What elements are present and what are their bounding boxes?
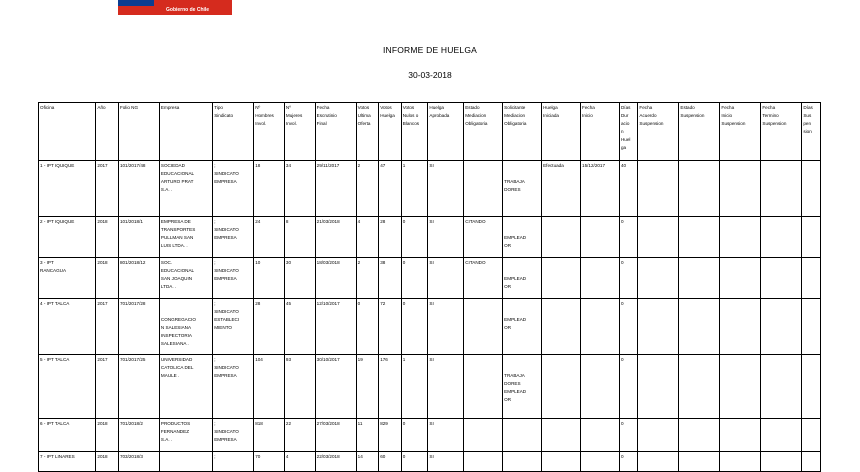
table-body xyxy=(39,161,821,472)
cell-solicitante-mediacion: TRABAJA DORES xyxy=(503,161,542,217)
cell-tipo-sindicato: ; SINDICATO EMPRESA xyxy=(213,355,254,419)
cell-solicitante-mediacion: TRABAJA DORES EMPLEAD OR xyxy=(503,355,542,419)
table-row xyxy=(39,452,821,472)
column-header-fecha-termino-suspension: Fecha Termino Suspension xyxy=(761,103,802,161)
cell-fecha-escrutinio-final: 22/03/2018 xyxy=(315,452,356,472)
column-header-hombres-involucrados: Nº Hombres Invol. xyxy=(254,103,285,161)
cell-votos-huelga: 60 xyxy=(379,452,402,472)
cell-solicitante-mediacion: EMPLEAD OR xyxy=(503,299,542,355)
cell-estado-suspension xyxy=(679,452,720,472)
cell-fecha-inicio-suspension xyxy=(720,161,761,217)
cell-fecha-inicio xyxy=(581,452,620,472)
cell-anio: 2017 xyxy=(96,299,119,355)
cell-tipo-sindicato: ; SINDICATO EMPRESA xyxy=(213,419,254,452)
cell-anio: 2017 xyxy=(96,161,119,217)
cell-fecha-acuerdo-suspension xyxy=(638,299,679,355)
cell-folio-ng: 101/2017/48 xyxy=(118,161,159,217)
cell-mujeres-involucradas: 30 xyxy=(284,258,315,299)
cell-votos-nulos-blancos: 0 xyxy=(401,299,428,355)
cell-estado-suspension xyxy=(679,419,720,452)
cell-huelga-iniciada xyxy=(542,258,581,299)
cell-solicitante-mediacion xyxy=(503,452,542,472)
cell-oficina: 3 - IPT RANCAGUA xyxy=(39,258,96,299)
cell-mujeres-involucradas: 34 xyxy=(284,161,315,217)
cell-estado-suspension xyxy=(679,161,720,217)
cell-folio-ng: 701/2018/2 xyxy=(118,419,159,452)
column-header-fecha-acuerdo-suspension: Fecha Acuerdo Suspension xyxy=(638,103,679,161)
column-header-empresa: Empresa xyxy=(159,103,212,161)
cell-fecha-inicio-suspension xyxy=(720,217,761,258)
cell-oficina: 1 - IPT IQUIQUE xyxy=(39,161,96,217)
cell-tipo-sindicato: ; SINDICATO ESTABLECI MIENTO xyxy=(213,299,254,355)
cell-votos-ultima-oferta: 2 xyxy=(356,161,379,217)
cell-tipo-sindicato: ; xyxy=(213,452,254,472)
report-title: INFORME DE HUELGA xyxy=(382,45,478,55)
table-row xyxy=(39,419,821,452)
cell-votos-nulos-blancos: 1 xyxy=(401,355,428,419)
cell-estado-suspension xyxy=(679,299,720,355)
cell-dias-duracion-huelga: 0 xyxy=(619,419,637,452)
cell-oficina: 2 - IPT IQUIQUE xyxy=(39,217,96,258)
column-header-solicitante-mediacion: Solicitante Mediacion Obligatoria xyxy=(503,103,542,161)
cell-fecha-termino-suspension xyxy=(761,299,802,355)
cell-fecha-inicio-suspension xyxy=(720,452,761,472)
cell-hombres-involucrados: 10 xyxy=(254,258,285,299)
cell-mujeres-involucradas: 45 xyxy=(284,299,315,355)
cell-fecha-termino-suspension xyxy=(761,355,802,419)
strike-report-table xyxy=(38,102,821,472)
cell-votos-huelga: 47 xyxy=(379,161,402,217)
cell-fecha-acuerdo-suspension xyxy=(638,161,679,217)
cell-votos-ultima-oferta: 14 xyxy=(356,452,379,472)
column-header-dias-duracion-huelga: Días Dur acio n Huel ga xyxy=(619,103,637,161)
column-header-votos-huelga: Votos Huelga xyxy=(379,103,402,161)
cell-votos-huelga: 72 xyxy=(379,299,402,355)
cell-huelga-iniciada xyxy=(542,299,581,355)
cell-dias-suspension xyxy=(802,355,821,419)
cell-empresa: SOCIEDAD EDUCACIONAL ARTURO PRAT S.A. . xyxy=(159,161,212,217)
cell-oficina: 7 - IPT LINARES xyxy=(39,452,96,472)
cell-votos-nulos-blancos: 0 xyxy=(401,217,428,258)
cell-dias-duracion-huelga: 0 xyxy=(619,217,637,258)
cell-fecha-inicio-suspension xyxy=(720,419,761,452)
cell-votos-huelga: 829 xyxy=(379,419,402,452)
column-header-fecha-escrutinio-final: Fecha Escrutinio Final xyxy=(315,103,356,161)
column-header-fecha-inicio: Fecha Inicio xyxy=(581,103,620,161)
cell-solicitante-mediacion: EMPLEAD OR xyxy=(503,258,542,299)
cell-estado-suspension xyxy=(679,355,720,419)
cell-fecha-termino-suspension xyxy=(761,452,802,472)
table-row xyxy=(39,161,821,217)
cell-huelga-aprobada: SI xyxy=(428,258,464,299)
cell-mujeres-involucradas: 22 xyxy=(284,419,315,452)
cell-fecha-termino-suspension xyxy=(761,161,802,217)
cell-fecha-escrutinio-final: 21/03/2018 xyxy=(315,217,356,258)
cell-votos-nulos-blancos: 0 xyxy=(401,258,428,299)
cell-empresa: CONGREGACIO N SALESIANA INSPECTORIA SALESIANA . xyxy=(159,299,212,355)
cell-votos-huelga: 28 xyxy=(379,217,402,258)
table-row xyxy=(39,217,821,258)
cell-hombres-involucrados: 818 xyxy=(254,419,285,452)
cell-mujeres-involucradas: 8 xyxy=(284,217,315,258)
cell-votos-ultima-oferta: 0 xyxy=(356,299,379,355)
cell-anio: 2018 xyxy=(96,258,119,299)
cell-fecha-inicio-suspension xyxy=(720,258,761,299)
cell-fecha-acuerdo-suspension xyxy=(638,355,679,419)
cell-dias-duracion-huelga: 0 xyxy=(619,355,637,419)
cell-oficina: 5 - IPT TALCA xyxy=(39,355,96,419)
cell-dias-duracion-huelga: 40 xyxy=(619,161,637,217)
cell-solicitante-mediacion: EMPLEAD OR xyxy=(503,217,542,258)
cell-fecha-escrutinio-final: 30/10/2017 xyxy=(315,355,356,419)
cell-votos-ultima-oferta: 11 xyxy=(356,419,379,452)
cell-anio: 2017 xyxy=(96,355,119,419)
cell-folio-ng: 701/2017/28 xyxy=(118,299,159,355)
column-header-votos-ultima-oferta: Votos Ultima Oferta xyxy=(356,103,379,161)
cell-votos-nulos-blancos: 0 xyxy=(401,419,428,452)
cell-fecha-inicio xyxy=(581,299,620,355)
cell-estado-mediacion xyxy=(464,419,503,452)
cell-fecha-termino-suspension xyxy=(761,217,802,258)
table-header-row xyxy=(39,103,821,161)
column-header-tipo-sindicato: Tipo Sindicato xyxy=(213,103,254,161)
cell-empresa: UNIVERSIDAD CATOLICA DEL MAULE . xyxy=(159,355,212,419)
cell-votos-huelga: 38 xyxy=(379,258,402,299)
cell-dias-duracion-huelga: 0 xyxy=(619,299,637,355)
cell-votos-nulos-blancos: 1 xyxy=(401,161,428,217)
gobierno-de-chile-logo xyxy=(118,0,232,15)
cell-fecha-termino-suspension xyxy=(761,419,802,452)
cell-anio: 2018 xyxy=(96,217,119,258)
column-header-estado-suspension: Estado Suspension xyxy=(679,103,720,161)
cell-fecha-inicio-suspension xyxy=(720,355,761,419)
cell-fecha-termino-suspension xyxy=(761,258,802,299)
cell-fecha-inicio xyxy=(581,355,620,419)
cell-huelga-aprobada: SI xyxy=(428,419,464,452)
cell-huelga-iniciada xyxy=(542,217,581,258)
cell-votos-ultima-oferta: 2 xyxy=(356,258,379,299)
cell-huelga-aprobada: SI xyxy=(428,452,464,472)
cell-fecha-escrutinio-final: 27/03/2018 xyxy=(315,419,356,452)
cell-fecha-escrutinio-final: 18/03/2018 xyxy=(315,258,356,299)
cell-dias-suspension xyxy=(802,299,821,355)
cell-oficina: 4 - IPT TALCA xyxy=(39,299,96,355)
cell-solicitante-mediacion xyxy=(503,419,542,452)
cell-huelga-iniciada xyxy=(542,452,581,472)
column-header-estado-mediacion: Estado Mediacion Obligatoria xyxy=(464,103,503,161)
column-header-huelga-iniciada: Huelga Iniciada xyxy=(542,103,581,161)
cell-empresa: SOC. EDUCACIONAL SAN JOAQUIN LTDA. . xyxy=(159,258,212,299)
cell-huelga-iniciada: Efectuada xyxy=(542,161,581,217)
cell-votos-huelga: 176 xyxy=(379,355,402,419)
table-row xyxy=(39,258,821,299)
cell-hombres-involucrados: 28 xyxy=(254,299,285,355)
column-header-anio: Año xyxy=(96,103,119,161)
cell-anio: 2018 xyxy=(96,452,119,472)
cell-folio-ng: 801/2018/12 xyxy=(118,258,159,299)
cell-oficina: 6 - IPT TALCA xyxy=(39,419,96,452)
cell-estado-mediacion xyxy=(464,452,503,472)
cell-dias-suspension xyxy=(802,161,821,217)
cell-hombres-involucrados: 24 xyxy=(254,217,285,258)
cell-huelga-aprobada: SI xyxy=(428,161,464,217)
table-row xyxy=(39,299,821,355)
cell-estado-mediacion xyxy=(464,161,503,217)
cell-empresa: PRODUCTOS FERNANDEZ S.A. . xyxy=(159,419,212,452)
cell-votos-ultima-oferta: 4 xyxy=(356,217,379,258)
cell-dias-suspension xyxy=(802,452,821,472)
cell-fecha-inicio xyxy=(581,419,620,452)
cell-estado-mediacion xyxy=(464,299,503,355)
cell-fecha-inicio xyxy=(581,258,620,299)
cell-fecha-escrutinio-final: 29/11/2017 xyxy=(315,161,356,217)
column-header-fecha-inicio-suspension: Fecha Inicio Suspension xyxy=(720,103,761,161)
cell-dias-duracion-huelga: 0 xyxy=(619,452,637,472)
cell-dias-duracion-huelga: 0 xyxy=(619,258,637,299)
cell-empresa: EMPRESA DE TRANSPORTES PULLMAN SAN LUIS LTDA. . xyxy=(159,217,212,258)
cell-fecha-acuerdo-suspension xyxy=(638,452,679,472)
cell-anio: 2018 xyxy=(96,419,119,452)
cell-fecha-acuerdo-suspension xyxy=(638,419,679,452)
cell-hombres-involucrados: 104 xyxy=(254,355,285,419)
column-header-votos-nulos-blancos: Votos Nulos o Blancos xyxy=(401,103,428,161)
cell-fecha-inicio xyxy=(581,217,620,258)
cell-mujeres-involucradas: 93 xyxy=(284,355,315,419)
column-header-dias-suspension: Días Sus pen sion xyxy=(802,103,821,161)
column-header-mujeres-involucradas: Nº Mujeres Invol. xyxy=(284,103,315,161)
cell-estado-suspension xyxy=(679,217,720,258)
cell-mujeres-involucradas: 4 xyxy=(284,452,315,472)
cell-huelga-aprobada: SI xyxy=(428,217,464,258)
cell-dias-suspension xyxy=(802,217,821,258)
report-date: 30-03-2018 xyxy=(408,70,452,80)
cell-fecha-acuerdo-suspension xyxy=(638,258,679,299)
cell-hombres-involucrados: 70 xyxy=(254,452,285,472)
cell-huelga-aprobada: SI xyxy=(428,355,464,419)
cell-huelga-aprobada: SI xyxy=(428,299,464,355)
cell-huelga-iniciada xyxy=(542,419,581,452)
cell-empresa xyxy=(159,452,212,472)
cell-dias-suspension xyxy=(802,258,821,299)
cell-fecha-escrutinio-final: 12/10/2017 xyxy=(315,299,356,355)
cell-votos-nulos-blancos: 0 xyxy=(401,452,428,472)
cell-tipo-sindicato: ; SINDICATO EMPRESA xyxy=(213,258,254,299)
cell-folio-ng: 701/2017/25 xyxy=(118,355,159,419)
cell-votos-ultima-oferta: 19 xyxy=(356,355,379,419)
cell-folio-ng: 101/2018/1 xyxy=(118,217,159,258)
column-header-folio-ng: Folio NG xyxy=(118,103,159,161)
column-header-oficina: Oficina xyxy=(39,103,96,161)
cell-tipo-sindicato: ; SINDICATO EMPRESA xyxy=(213,161,254,217)
logo-text: Gobierno de Chile xyxy=(166,7,210,13)
cell-estado-mediacion: CITANDO xyxy=(464,217,503,258)
cell-fecha-acuerdo-suspension xyxy=(638,217,679,258)
cell-tipo-sindicato: ; SINDICATO EMPRESA xyxy=(213,217,254,258)
cell-estado-suspension xyxy=(679,258,720,299)
cell-hombres-involucrados: 18 xyxy=(254,161,285,217)
table-row xyxy=(39,355,821,419)
cell-fecha-inicio-suspension xyxy=(720,299,761,355)
cell-estado-mediacion: CITANDO xyxy=(464,258,503,299)
cell-dias-suspension xyxy=(802,419,821,452)
cell-fecha-inicio: 15/12/2017 xyxy=(581,161,620,217)
cell-estado-mediacion xyxy=(464,355,503,419)
column-header-huelga-aprobada: Huelga Aprobada xyxy=(428,103,464,161)
cell-huelga-iniciada xyxy=(542,355,581,419)
cell-folio-ng: 703/2018/3 xyxy=(118,452,159,472)
